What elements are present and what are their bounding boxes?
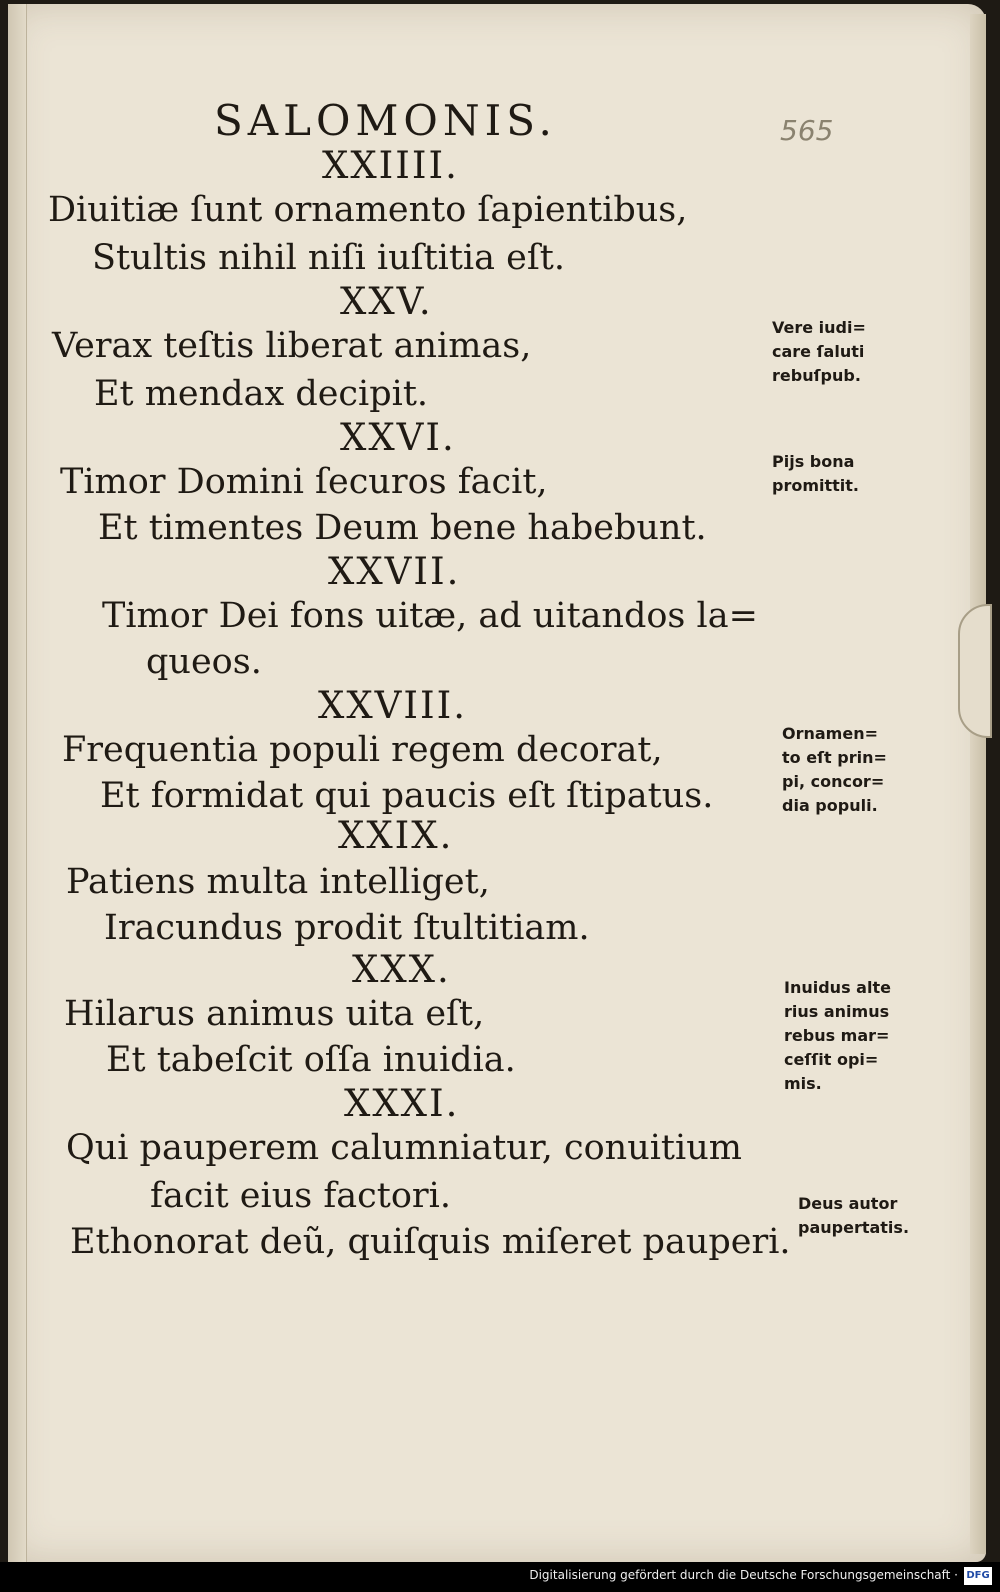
- verse-line: Qui pauperem calumniatur, conuitium: [66, 1128, 742, 1168]
- page-tab: [958, 604, 992, 738]
- section-numeral: XXX.: [352, 948, 451, 991]
- note-line: dia populi.: [782, 796, 878, 815]
- verse-line: queos.: [146, 642, 262, 682]
- verse-line: Et tabeſcit oſſa inuidia.: [106, 1040, 516, 1080]
- section-numeral: XXV.: [340, 280, 433, 323]
- dfg-logo: DFG: [964, 1567, 992, 1585]
- section-numeral: XXXI.: [344, 1082, 460, 1125]
- footer-bar: [0, 1562, 1000, 1592]
- verse-line: Et timentes Deum bene habebunt.: [98, 508, 707, 548]
- note-line: rebuſpub.: [772, 366, 861, 385]
- note-line: to eſt prin=: [782, 748, 887, 767]
- verse-line: Patiens multa intelliget,: [66, 862, 490, 902]
- verse-line: Stultis nihil niſi iuſtitia eſt.: [92, 238, 565, 278]
- note-line: Ornamen=: [782, 724, 878, 743]
- verse-line: Timor Dei fons uitæ, ad uitandos la=: [102, 596, 758, 636]
- note-line: care ſaluti: [772, 342, 865, 361]
- verse-line: Timor Domini ſecuros facit,: [60, 462, 548, 502]
- verse-line: Iracundus prodit ſtultitiam.: [104, 908, 590, 948]
- page-right-edge: [970, 14, 986, 1554]
- section-numeral: XXIX.: [338, 814, 454, 857]
- margin-note: [782, 722, 887, 818]
- note-line: Pijs bona: [772, 452, 855, 471]
- note-line: promittit.: [772, 476, 859, 495]
- verse-line: Et formidat qui paucis eſt ſtipatus.: [100, 776, 714, 816]
- margin-note: [772, 316, 866, 388]
- note-line: Inuidus alte: [784, 978, 891, 997]
- note-line: ceſſit opi=: [784, 1050, 879, 1069]
- margin-note: [798, 1192, 909, 1240]
- section-numeral: XXIIII.: [322, 144, 459, 187]
- verse-line: Diuitiæ ſunt ornamento ſapientibus,: [48, 190, 688, 230]
- note-line: pi, concor=: [782, 772, 885, 791]
- verse-line: Hilarus animus uita eſt,: [64, 994, 485, 1034]
- verse-line: Frequentia populi regem decorat,: [62, 730, 663, 770]
- section-numeral: XXVII.: [328, 550, 461, 593]
- section-numeral: XXVIII.: [318, 684, 468, 727]
- running-title: SALOMONIS.: [214, 96, 557, 145]
- note-line: Vere iudi=: [772, 318, 866, 337]
- verse-line: Ethonorat deũ, quiſquis miſeret pauperi.: [70, 1222, 791, 1262]
- digitization-credit: Digitalisierung gefördert durch die Deutsche Forschungsgemeinschaft ·: [529, 1568, 958, 1582]
- note-line: rius animus: [784, 1002, 890, 1021]
- verse-line: facit eius factori.: [150, 1176, 451, 1216]
- note-line: Deus autor: [798, 1194, 898, 1213]
- verse-line: Verax teſtis liberat animas,: [52, 326, 532, 366]
- section-numeral: XXVI.: [340, 416, 456, 459]
- note-line: paupertatis.: [798, 1218, 910, 1237]
- page-left-edge: [8, 4, 27, 1562]
- note-line: mis.: [784, 1074, 822, 1093]
- verse-line: Et mendax decipit.: [94, 374, 429, 414]
- page-number: 565: [780, 114, 834, 147]
- margin-note: [784, 976, 891, 1096]
- margin-note: [772, 450, 859, 498]
- note-line: rebus mar=: [784, 1026, 890, 1045]
